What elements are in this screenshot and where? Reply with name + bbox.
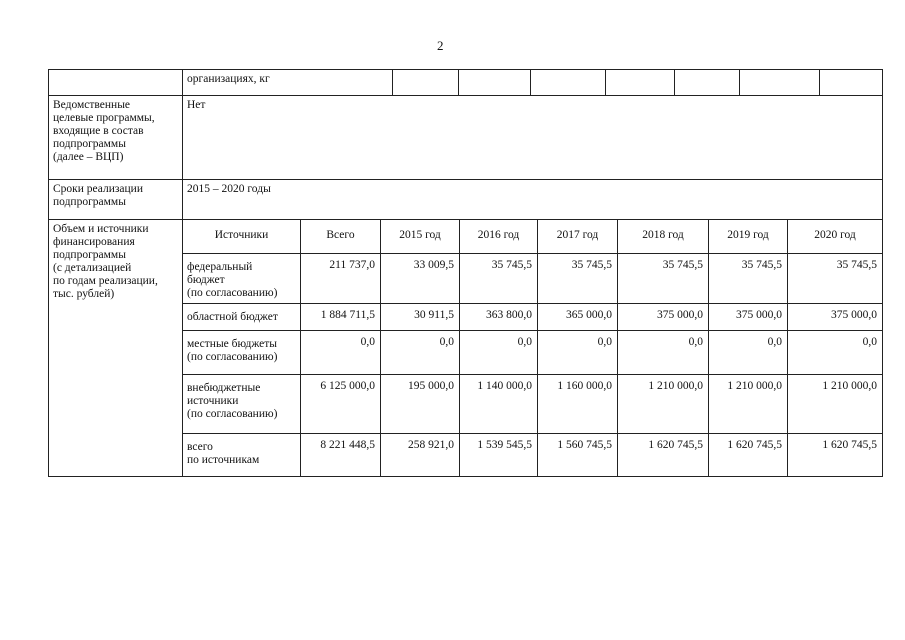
value-cell: 1 210 000,0 (787, 374, 883, 434)
source-label: внебюджетные источники (по согласованию) (182, 374, 301, 434)
value-cell: 1 160 000,0 (537, 374, 618, 434)
page-number: 2 (437, 38, 444, 53)
row-continuation-empty-cell (458, 69, 531, 96)
row-period-label: Сроки реализации подпрограммы (48, 179, 183, 220)
value-cell: 35 745,5 (537, 253, 618, 304)
row-period-value: 2015 – 2020 годы (182, 179, 883, 220)
header-sources: Источники (182, 219, 301, 254)
row-continuation-empty-cell (674, 69, 740, 96)
value-cell: 1 210 000,0 (708, 374, 788, 434)
value-cell: 375 000,0 (708, 303, 788, 331)
header-col-2: 2015 год (380, 219, 460, 254)
value-cell: 35 745,5 (787, 253, 883, 304)
row-vcp-label: Ведомственные целевые программы, входящие в состав подпрограммы (далее – ВЦП) (48, 95, 183, 180)
value-cell: 0,0 (380, 330, 460, 375)
value-cell: 1 539 545,5 (459, 433, 538, 477)
value-cell: 363 800,0 (459, 303, 538, 331)
value-cell: 1 620 745,5 (708, 433, 788, 477)
header-col-3: 2016 год (459, 219, 538, 254)
value-cell: 30 911,5 (380, 303, 460, 331)
value-cell: 35 745,5 (459, 253, 538, 304)
header-col-1: Всего (300, 219, 381, 254)
header-col-6: 2019 год (708, 219, 788, 254)
value-cell: 1 620 745,5 (787, 433, 883, 477)
source-label: федеральный бюджет (по согласованию) (182, 253, 301, 304)
value-cell: 1 210 000,0 (617, 374, 709, 434)
value-cell: 0,0 (708, 330, 788, 375)
value-cell: 365 000,0 (537, 303, 618, 331)
header-col-4: 2017 год (537, 219, 618, 254)
header-col-5: 2018 год (617, 219, 709, 254)
row-finance-label: Объем и источники финансирования подпрограммы (с детализацией по годам реализации, тыс. рублей) (48, 219, 183, 477)
row-continuation-text: организациях, кг (182, 69, 393, 96)
value-cell: 0,0 (459, 330, 538, 375)
row-continuation-empty-cell (530, 69, 606, 96)
value-cell: 0,0 (787, 330, 883, 375)
value-cell: 33 009,5 (380, 253, 460, 304)
value-cell: 6 125 000,0 (300, 374, 381, 434)
row-continuation-label (48, 69, 183, 96)
source-label: всего по источникам (182, 433, 301, 477)
value-cell: 35 745,5 (617, 253, 709, 304)
value-cell: 1 884 711,5 (300, 303, 381, 331)
row-continuation-empty-cell (605, 69, 675, 96)
source-label: местные бюджеты (по согласованию) (182, 330, 301, 375)
value-cell: 211 737,0 (300, 253, 381, 304)
value-cell: 0,0 (617, 330, 709, 375)
value-cell: 195 000,0 (380, 374, 460, 434)
value-cell: 258 921,0 (380, 433, 460, 477)
source-label: областной бюджет (182, 303, 301, 331)
value-cell: 1 140 000,0 (459, 374, 538, 434)
header-col-7: 2020 год (787, 219, 883, 254)
value-cell: 35 745,5 (708, 253, 788, 304)
value-cell: 375 000,0 (787, 303, 883, 331)
row-vcp-value: Нет (182, 95, 883, 180)
value-cell: 0,0 (300, 330, 381, 375)
value-cell: 0,0 (537, 330, 618, 375)
value-cell: 1 560 745,5 (537, 433, 618, 477)
value-cell: 375 000,0 (617, 303, 709, 331)
value-cell: 8 221 448,5 (300, 433, 381, 477)
row-continuation-empty-cell (739, 69, 820, 96)
row-continuation-empty-cell (392, 69, 459, 96)
row-continuation-empty-cell (819, 69, 883, 96)
value-cell: 1 620 745,5 (617, 433, 709, 477)
